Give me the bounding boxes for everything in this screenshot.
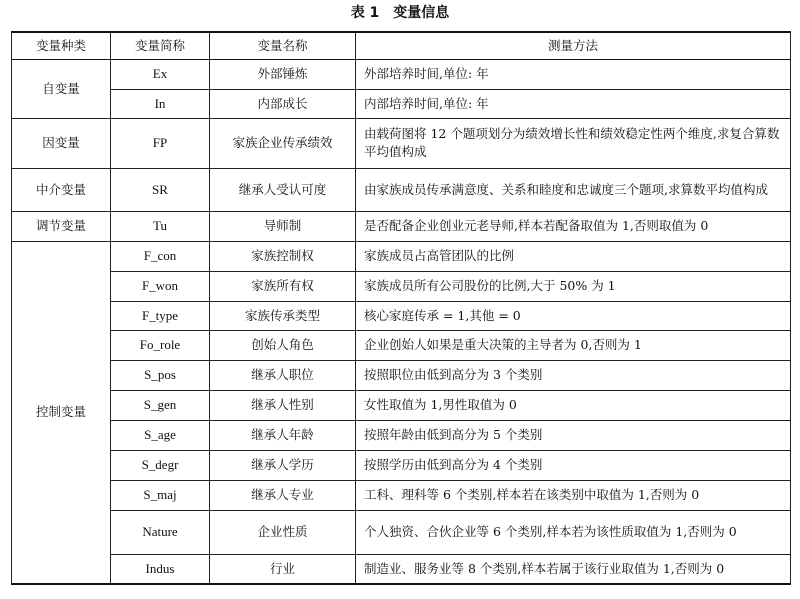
name-cell: 家族企业传承绩效 — [210, 118, 356, 168]
table-row — [12, 510, 791, 554]
table-row — [12, 89, 791, 118]
name-cell: 继承人职位 — [210, 360, 356, 390]
table-row — [12, 271, 791, 301]
abbr-cell: S_age — [111, 420, 210, 450]
method-cell: 家族成员占高管团队的比例 — [356, 241, 791, 271]
table-row — [12, 241, 791, 271]
method-cell: 按照年龄由低到高分为 5 个类别 — [356, 420, 791, 450]
header-category: 变量种类 — [12, 32, 111, 59]
name-cell: 家族控制权 — [210, 241, 356, 271]
method-cell: 家族成员所有公司股份的比例,大于 50% 为 1 — [356, 271, 791, 301]
category-cell: 中介变量 — [12, 168, 111, 211]
abbr-cell: Fo_role — [111, 330, 210, 360]
name-cell: 家族传承类型 — [210, 301, 356, 330]
method-cell: 内部培养时间,单位: 年 — [356, 89, 791, 118]
table-row — [12, 480, 791, 510]
method-cell: 工科、理科等 6 个类别,样本若在该类别中取值为 1,否则为 0 — [356, 480, 791, 510]
name-cell: 继承人性别 — [210, 390, 356, 420]
method-cell: 核心家庭传承 = 1,其他 = 0 — [356, 301, 791, 330]
header-method: 测量方法 — [356, 32, 791, 59]
header-row — [12, 32, 791, 59]
header-abbr: 变量简称 — [111, 32, 210, 59]
table-row — [12, 211, 791, 241]
name-cell: 行业 — [210, 554, 356, 584]
table-row — [12, 450, 791, 480]
category-cell: 自变量 — [12, 59, 111, 118]
abbr-cell: Indus — [111, 554, 210, 584]
name-cell: 继承人专业 — [210, 480, 356, 510]
name-cell: 内部成长 — [210, 89, 356, 118]
method-cell: 制造业、服务业等 8 个类别,样本若属于该行业取值为 1,否则为 0 — [356, 554, 791, 584]
abbr-cell: S_maj — [111, 480, 210, 510]
table-row — [12, 360, 791, 390]
method-cell: 女性取值为 1,男性取值为 0 — [356, 390, 791, 420]
method-cell: 外部培养时间,单位: 年 — [356, 59, 791, 89]
table-row — [12, 420, 791, 450]
name-cell: 继承人年龄 — [210, 420, 356, 450]
method-cell: 由家族成员传承满意度、关系和睦度和忠诚度三个题项,求算数平均值构成 — [356, 168, 791, 211]
method-cell: 按照学历由低到高分为 4 个类别 — [356, 450, 791, 480]
name-cell: 继承人学历 — [210, 450, 356, 480]
category-cell: 调节变量 — [12, 211, 111, 241]
abbr-cell: FP — [111, 118, 210, 168]
abbr-cell: Ex — [111, 59, 210, 89]
abbr-cell: Tu — [111, 211, 210, 241]
abbr-cell: S_pos — [111, 360, 210, 390]
abbr-cell: F_type — [111, 301, 210, 330]
abbr-cell: S_degr — [111, 450, 210, 480]
category-cell: 控制变量 — [12, 241, 111, 584]
name-cell: 企业性质 — [210, 510, 356, 554]
method-cell: 由载荷图将 12 个题项划分为绩效增长性和绩效稳定性两个维度,求复合算数平均值构成 — [356, 118, 791, 168]
abbr-cell: Nature — [111, 510, 210, 554]
table-row — [12, 118, 791, 168]
table-row — [12, 168, 791, 211]
table-row — [12, 59, 791, 89]
abbr-cell: In — [111, 89, 210, 118]
name-cell: 家族所有权 — [210, 271, 356, 301]
header-name: 变量名称 — [210, 32, 356, 59]
abbr-cell: F_con — [111, 241, 210, 271]
name-cell: 导师制 — [210, 211, 356, 241]
abbr-cell: SR — [111, 168, 210, 211]
name-cell: 继承人受认可度 — [210, 168, 356, 211]
table-row — [12, 330, 791, 360]
category-cell: 因变量 — [12, 118, 111, 168]
name-cell: 外部锤炼 — [210, 59, 356, 89]
method-cell: 企业创始人如果是重大决策的主导者为 0,否则为 1 — [356, 330, 791, 360]
table-row — [12, 301, 791, 330]
name-cell: 创始人角色 — [210, 330, 356, 360]
method-cell: 是否配备企业创业元老导师,样本若配备取值为 1,否则取值为 0 — [356, 211, 791, 241]
method-cell: 个人独资、合伙企业等 6 个类别,样本若为该性质取值为 1,否则为 0 — [356, 510, 791, 554]
table-row — [12, 390, 791, 420]
abbr-cell: S_gen — [111, 390, 210, 420]
method-cell: 按照职位由低到高分为 3 个类别 — [356, 360, 791, 390]
abbr-cell: F_won — [111, 271, 210, 301]
variable-table — [11, 31, 791, 585]
table-row — [12, 554, 791, 584]
table-caption: 表 1 变量信息 — [350, 5, 450, 21]
